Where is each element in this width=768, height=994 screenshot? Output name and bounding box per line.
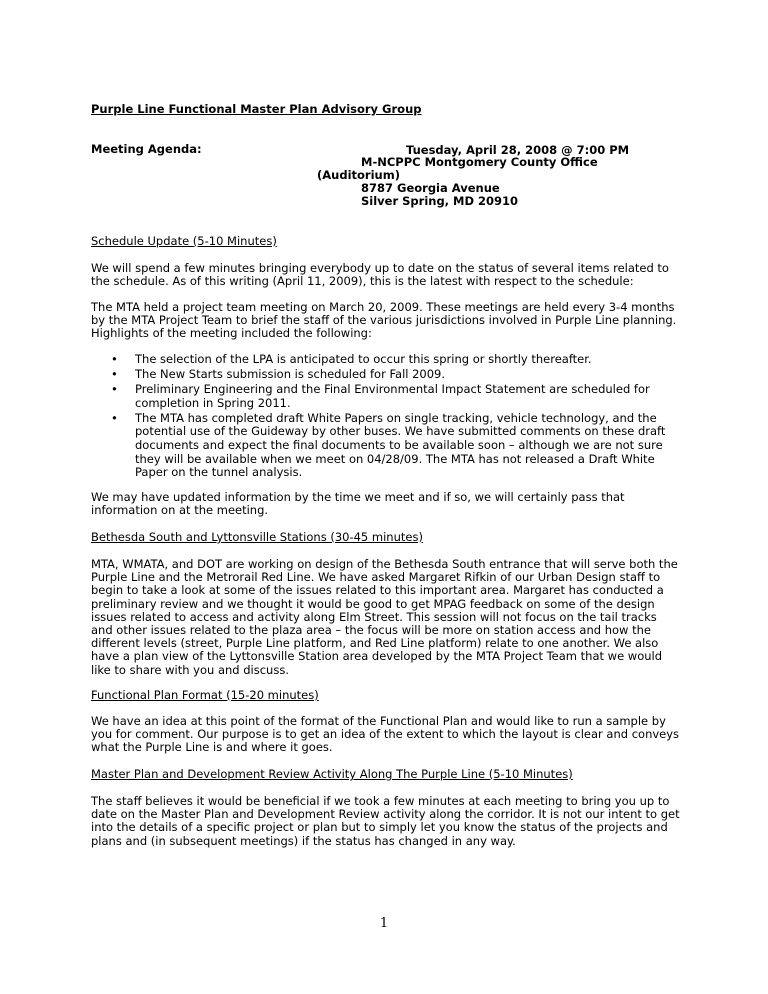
list-item: • The MTA has completed draft White Papers on single tracking, vehicle technology, and the potential use of the Guideway by other buses. We have submitted comments on these draft documents and expect the final documents to be available soon – although we are not sure they will be available when we meet on 04/28/09. The MTA has not released a Draft White Paper on the tunnel analysis. xyxy=(111,410,666,480)
list-item: • The selection of the LPA is anticipated to occur this spring or shortly thereafter. xyxy=(111,352,592,366)
list-item: • Preliminary Engineering and the Final Environmental Impact Statement are scheduled for completion in Spring 2011. xyxy=(111,382,650,410)
schedule-paragraph-2: The MTA held a project team meeting on March 20, 2009. These meetings are held every 3-4 months by the MTA Project Team to brief the staff of the various jurisdictions involved in Purple Line planning. Highlights of the meeting included the following: xyxy=(91,300,677,341)
meeting-location-room: (Auditorium) xyxy=(317,168,400,182)
schedule-paragraph-1: We will spend a few minutes bringing everybody up to date on the status of several items related to the schedule. As of this writing (April 11, 2009), this is the latest with respect to the schedule: xyxy=(91,261,669,289)
meeting-address-street: 8787 Georgia Avenue xyxy=(361,181,500,195)
bullet-icon: • xyxy=(111,367,118,382)
bullet-icon: • xyxy=(111,352,118,366)
meeting-agenda-label: Meeting Agenda: xyxy=(91,142,202,156)
section-heading-review-activity: Master Plan and Development Review Activity Along The Purple Line (5-10 Minutes) xyxy=(91,767,573,781)
bullet-icon: • xyxy=(111,410,118,425)
document-title: Purple Line Functional Master Plan Advisory Group xyxy=(91,102,422,116)
section-heading-format: Functional Plan Format (15-20 minutes) xyxy=(91,688,319,702)
meeting-address-city: Silver Spring, MD 20910 xyxy=(361,194,519,208)
page-number: 1 xyxy=(379,916,389,931)
section-heading-schedule: Schedule Update (5-10 Minutes) xyxy=(91,234,277,248)
list-item: • The New Starts submission is scheduled for Fall 2009. xyxy=(111,367,446,382)
meeting-location: M-NCPPC Montgomery County Office xyxy=(361,155,598,169)
format-paragraph: We have an idea at this point of the format of the Functional Plan and would like to run a sample by you for comment. Our purpose is to get an idea of the extent to which the layout is clear and conveys what the Purple Line is and where it goes. xyxy=(91,714,680,755)
section-heading-stations: Bethesda South and Lyttonsville Stations (30-45 minutes) xyxy=(91,530,423,544)
stations-paragraph: MTA, WMATA, and DOT are working on design of the Bethesda South entrance that will serve both the Purple Line and the Metrorail Red Line. We have asked Margaret Rifkin of our Urban Design staff to begin to take a look at some of the issues related to this important area. Margaret has conducted a preliminary review and we thought it would be good to get MPAG feedback on some of the design issues related to access and activity along Elm Street. This session will not focus on the tail tracks and other issues related to the plaza area – the focus will be more on station access and how the different levels (street, Purple Line platform, and Red Line platform) relate to one another. We also have a plan view of the Lyttonsville Station area developed by the MTA Project Team that we would like to share with you and discuss. xyxy=(91,557,678,677)
schedule-bullet-list xyxy=(91,353,671,481)
bullet-icon: • xyxy=(111,382,118,397)
meeting-date: Tuesday, April 28, 2008 @ 7:00 PM xyxy=(406,143,630,157)
review-activity-paragraph: The staff believes it would be beneficial if we took a few minutes at each meeting to bring you up to date on the Master Plan and Development Review activity along the corridor. It is not our intent to get into the details of a specific project or plan but to simply let you know the status of the projects and plans and (in subsequent meetings) if the status has changed in any way. xyxy=(91,794,680,848)
schedule-paragraph-3: We may have updated information by the time we meet and if so, we will certainly pass that information on at the meeting. xyxy=(91,490,625,518)
